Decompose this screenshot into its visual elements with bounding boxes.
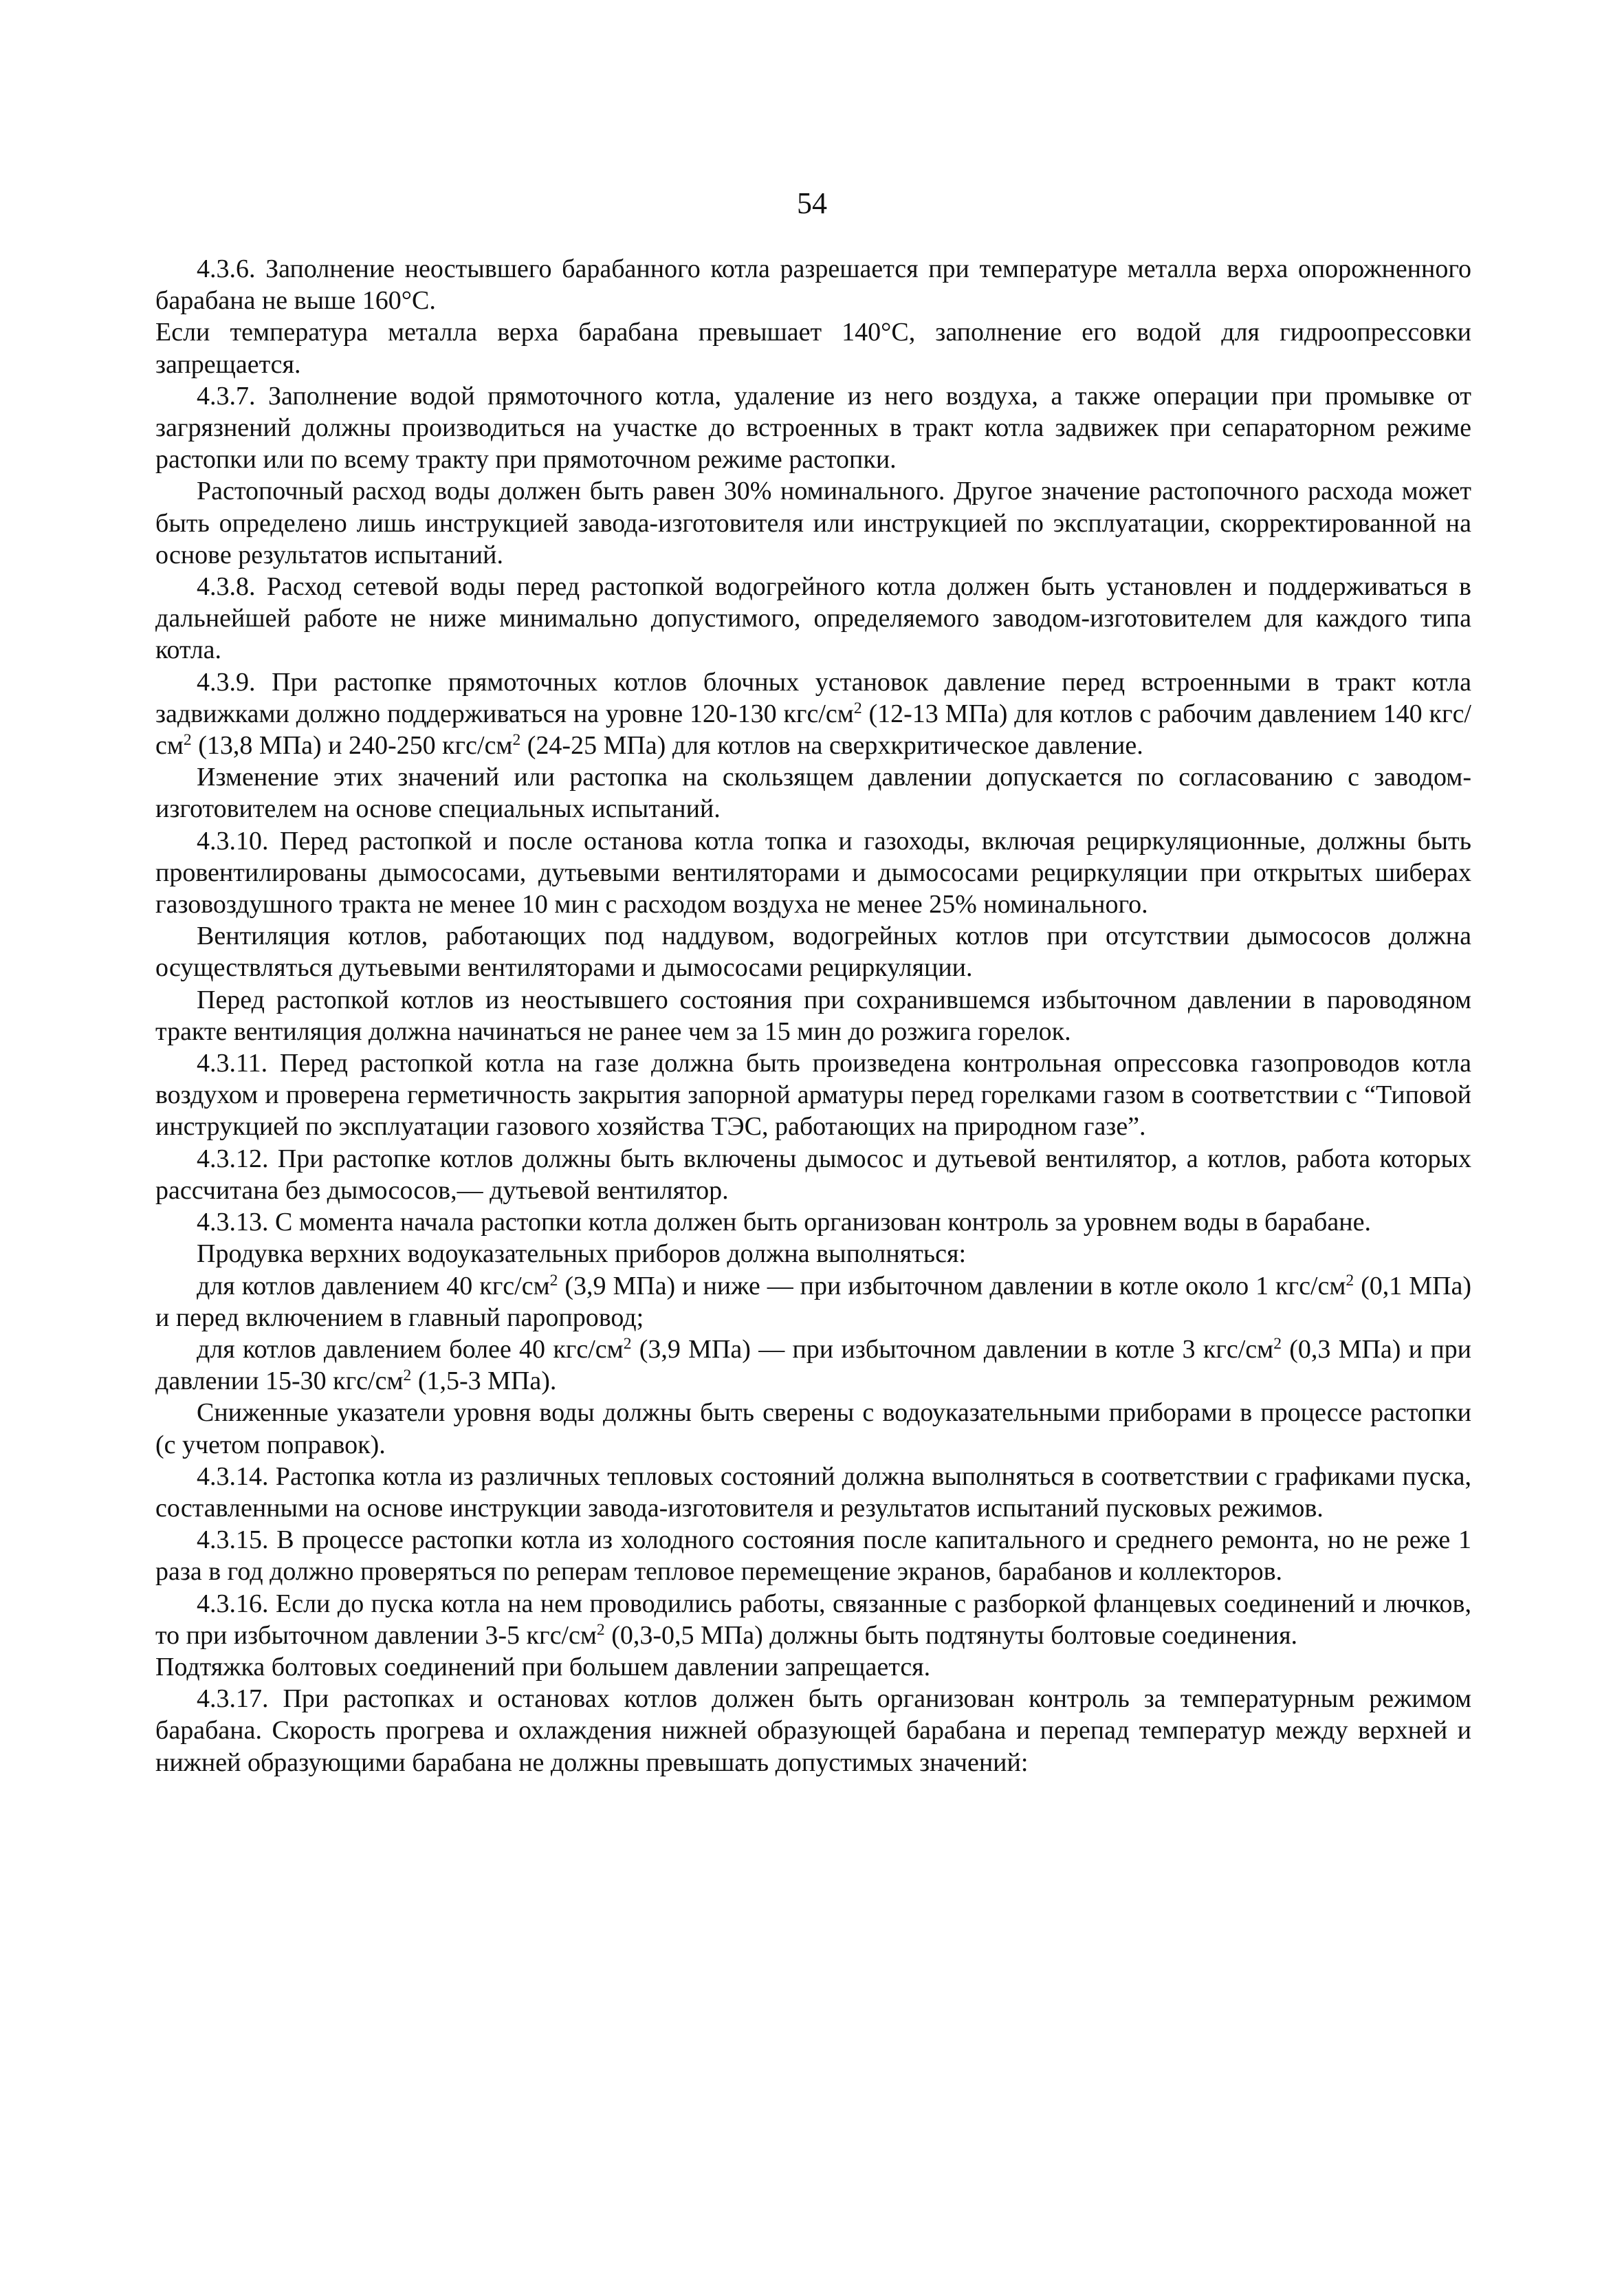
superscript: 2 <box>1273 1334 1282 1353</box>
text-segment: 4.3.6. Заполнение неостывшего барабанного котла разрешается при температуре металла верха опорожненного барабана не выше 160°С. <box>155 254 1471 316</box>
superscript: 2 <box>596 1620 605 1639</box>
paragraph-4-3-6 <box>155 253 1471 316</box>
body-text <box>155 253 1471 1778</box>
text-segment: 4.3.13. С момента начала растопки котла должен быть организован контроль за уровнем воды в барабане. <box>197 1208 1371 1237</box>
superscript: 2 <box>1346 1271 1354 1289</box>
paragraph-4-3-13-high-pressure <box>155 1334 1471 1397</box>
text-segment: Если температура металла верха барабана превышает 140°С, заполнение его водой для гидроопрессовки запрещается. <box>155 318 1471 379</box>
superscript: 2 <box>623 1334 632 1353</box>
text-segment: (13,8 МПа) и 240-250 кгс/см <box>191 731 513 761</box>
text-segment: (1,5-3 МПа). <box>411 1367 557 1396</box>
superscript: 2 <box>403 1367 412 1385</box>
superscript: 2 <box>183 731 192 750</box>
paragraph-4-3-11 <box>155 1047 1471 1143</box>
text-segment: Растопочный расход воды должен быть равен 30% номинального. Другое значение растопочного расхода может быть определено лишь инструкцией завода-изготовителя или инструкцией по эксплуатации, скорректированной на основе результатов испытаний. <box>155 477 1471 569</box>
text-segment: (12-13 МПа) для котлов с рабочим давлением 140 кгс/см <box>155 699 1471 761</box>
text-segment: (0,1 МПа) и перед включением в главный паропровод; <box>155 1271 1471 1332</box>
paragraph-4-3-8 <box>155 571 1471 666</box>
text-segment: 4.3.8. Расход сетевой воды перед растопкой водогрейного котла должен быть установлен и поддерживаться в дальнейшей работе не ниже минимально допустимого, определяемого заводом-изготовителем для каждого типа котла. <box>155 572 1471 665</box>
text-segment: Подтяжка болтовых соединений при большем давлении запрещается. <box>155 1652 931 1681</box>
text-segment: 4.3.9. При растопке прямоточных котлов блочных установок давление перед встроенными в тракт котла задвижками должно поддерживаться на уровне 120-130 кгс/см <box>155 667 1471 728</box>
text-segment: 4.3.10. Перед растопкой и после останова котла топка и газоходы, включая рециркуляционные, должны быть провентилированы дымососами, дутьевыми вентиляторами и дымососами рециркуляции при открытых шиберах газовоздушного тракта не менее 10 мин с расходом воздуха не менее 25% номинального. <box>155 826 1471 919</box>
paragraph-4-3-13 <box>155 1206 1471 1238</box>
paragraph-4-3-12 <box>155 1143 1471 1206</box>
text-segment: 4.3.7. Заполнение водой прямоточного котла, удаление из него воздуха, а также операции при промывке от загрязнений должны производиться на участке до встроенных в тракт котла задвижек при сепараторном режиме растопки или по всему тракту при прямоточном режиме растопки. <box>155 381 1471 475</box>
page-number: 54 <box>797 186 827 220</box>
paragraph-4-3-13-purge <box>155 1238 1471 1270</box>
text-segment: Перед растопкой котлов из неостывшего состояния при сохранившемся избыточном давлении в пароводяном тракте вентиляция должна начинаться не ранее чем за 15 мин до розжига горелок. <box>155 985 1471 1046</box>
text-segment: для котлов давлением более 40 кгс/см <box>197 1334 624 1364</box>
text-segment: 4.3.15. В процессе растопки котла из холодного состояния после капитального и среднего ремонта, но не реже 1 раза в год должно проверяться по реперам тепловое перемещение экранов, барабанов и коллекторов. <box>155 1525 1471 1587</box>
paragraph-4-3-16-note <box>155 1651 1471 1683</box>
paragraph-4-3-9-change <box>155 761 1471 825</box>
paragraph-4-3-6-note <box>155 316 1471 380</box>
text-segment: Вентиляция котлов, работающих под наддувом, водогрейных котлов при отсутствии дымососов должна осуществляться дутьевыми вентиляторами и дымососами рециркуляции. <box>155 922 1471 983</box>
text-segment: (0,3 МПа) и при давлении 15-30 кгс/см <box>155 1334 1471 1396</box>
text-segment: (24-25 МПа) для котлов на сверхкритическое давление. <box>520 731 1143 761</box>
text-segment: для котлов давлением 40 кгс/см <box>197 1271 550 1300</box>
text-segment: (0,3-0,5 МПа) должны быть подтянуты болтовые соединения. <box>604 1620 1298 1650</box>
paragraph-4-3-15 <box>155 1524 1471 1587</box>
text-segment: 4.3.16. Если до пуска котла на нем проводились работы, связанные с разборкой фланцевых соединений и лючков, то при избыточном давлении 3-5 кгс/см <box>155 1589 1471 1650</box>
paragraph-4-3-16 <box>155 1588 1471 1651</box>
superscript: 2 <box>549 1271 558 1289</box>
paragraph-4-3-17 <box>155 1683 1471 1778</box>
paragraph-4-3-13-indicators <box>155 1397 1471 1460</box>
paragraph-4-3-7-flow <box>155 475 1471 571</box>
text-segment: Сниженные указатели уровня воды должны быть сверены с водоуказательными приборами в процессе растопки (с учетом поправок). <box>155 1398 1471 1459</box>
text-segment: Продувка верхних водоуказательных приборов должна выполняться: <box>197 1239 967 1269</box>
paragraph-4-3-10 <box>155 825 1471 921</box>
paragraph-4-3-13-low-pressure <box>155 1270 1471 1334</box>
superscript: 2 <box>853 699 862 717</box>
paragraph-4-3-14 <box>155 1461 1471 1524</box>
text-segment: 4.3.17. При растопках и остановах котлов должен быть организован контроль за температурным режимом барабана. Скорость прогрева и охлаждения нижней образующей барабана и перепад температур между верхней и нижней образующими барабана не должны превышать допустимых значений: <box>155 1684 1471 1777</box>
superscript: 2 <box>512 731 521 750</box>
paragraph-4-3-9 <box>155 666 1471 762</box>
paragraph-4-3-10-hot-start <box>155 984 1471 1047</box>
text-segment: (3,9 МПа) — при избыточном давлении в котле 3 кгс/см <box>631 1334 1274 1364</box>
paragraph-4-3-10-ventilation <box>155 920 1471 983</box>
paragraph-4-3-7 <box>155 380 1471 476</box>
text-segment: 4.3.12. При растопке котлов должны быть включены дымосос и дутьевой вентилятор, а котлов, работа которых рассчитана без дымососов,— дутьевой вентилятор. <box>155 1144 1471 1205</box>
text-segment: 4.3.11. Перед растопкой котла на газе должна быть произведена контрольная опрессовка газопроводов котла воздухом и проверена герметичность закрытия запорной арматуры перед горелками газом в соответствии с “Типовой инструкцией по эксплуатации газового хозяйства ТЭС, работающих на природном газе”. <box>155 1049 1471 1142</box>
text-segment: Изменение этих значений или растопка на скользящем давлении допускается по согласованию с заводом-изготовителем на основе специальных испытаний. <box>155 763 1471 824</box>
text-segment: 4.3.14. Растопка котла из различных тепловых состояний должна выполняться в соответствии с графиками пуска, составленными на основе инструкции завода-изготовителя и результатов испытаний пусковых режимов. <box>155 1461 1471 1523</box>
text-segment: (3,9 МПа) и ниже — при избыточном давлении в котле около 1 кгс/см <box>558 1271 1346 1300</box>
